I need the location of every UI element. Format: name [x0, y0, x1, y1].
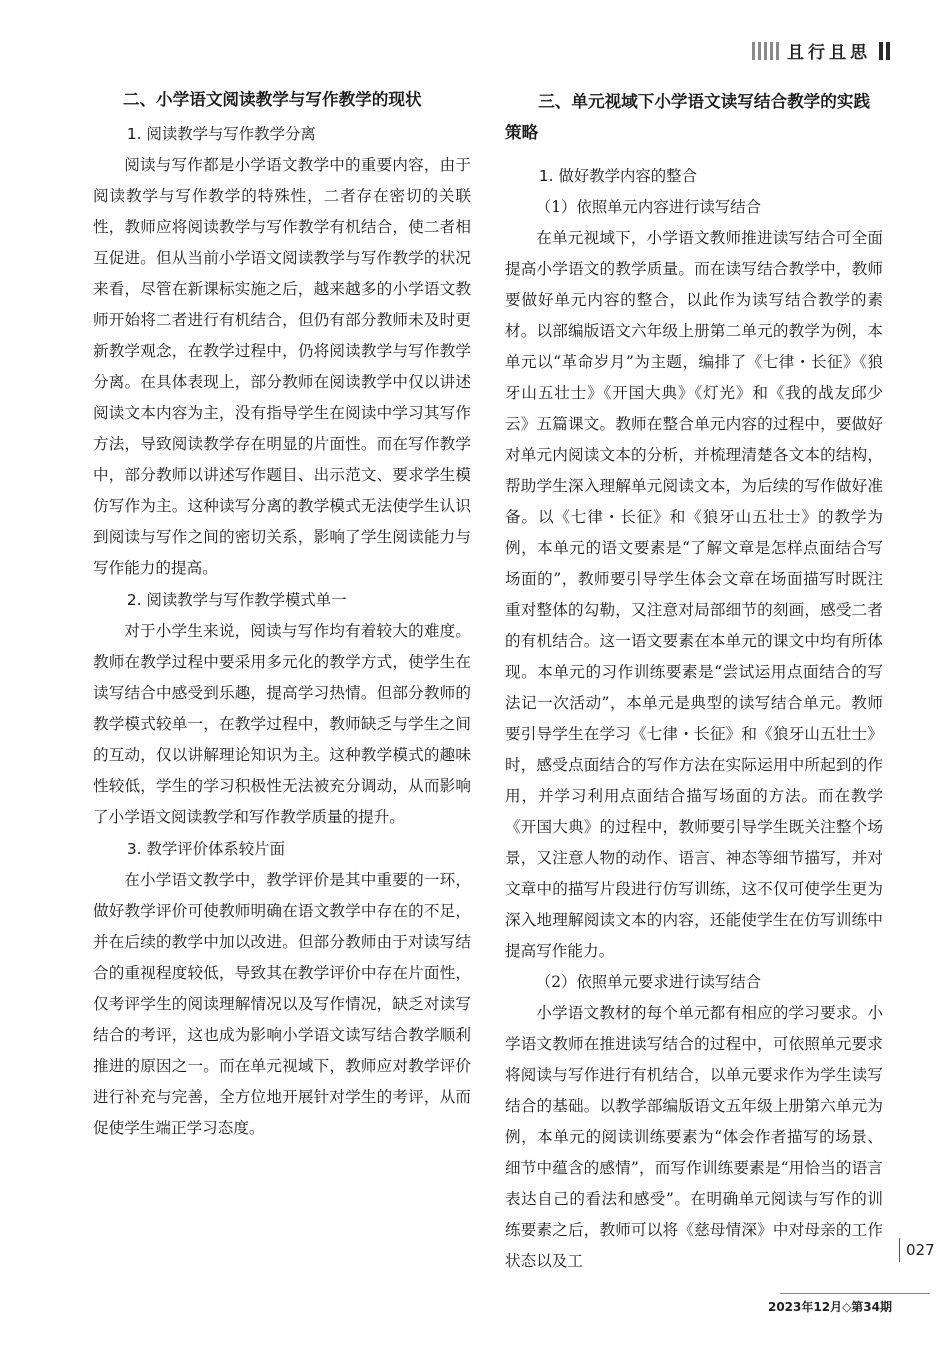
paragraph-3-1-1: 在单元视域下，小学语文教师推进读写结合可全面提高小学语文的教学质量。而在读写结合教学中，教师要做好单元内容的整合，以此作为读写结合教学的素材。以部编版语文六年级上册第二单元的教学为例，本单元以“革命岁月”为主题，编排了《七律・长征》《狼牙山五壮士》《开国大典》《灯光》和《我的战友邱少云》五篇课文。教师在整合单元内容的过程中，要做好对单元内阅读文本的分析，并梳理清楚各文本的结构，帮助学生深入理解单元阅读文本，为后续的写作做好准备。以《七律・长征》和《狼牙山五壮士》的教学为例，本单元的语文要素是“了解文章是怎样点面结合写场面的”，教师要引导学生体会文章在场面描写时既注重对整体的勾勒，又注意对局部细节的刻画，感受二者的有机结合。这一语文要素在本单元的课文中均有所体现。本单元的习作训练要素是“尝试运用点面结合的写法记一次活动”，本单元是典型的读写结合单元。教师要引导学生在学习《七律・长征》和《狼牙山五壮士》时，感受点面结合的写作方法在实际运用中所起到的作用，并学习利用点面结合描写场面的方法。而在教学《开国大典》的过程中，教师要引导学生既关注整个场景，又注意人物的动作、语言、神态等细节描写，并对文章中的描写片段进行仿写训练，这不仅可使学生更为深入地理解阅读文本的内容，还能使学生在仿写训练中提高写作能力。 — [505, 229, 883, 960]
header-bars-right — [879, 42, 890, 60]
subsection-title-3-1: 1. 做好教学内容的整合 — [538, 167, 697, 185]
paragraph-2-3: 在小学语文教学中，教学评价是其中重要的一环，做好教学评价可使教师明确在语文教学中存在的不足，并在后续的教学中加以改进。但部分教师由于对读写结合的重视程度较低，导致其在教学评价中存在片面性，仅考评学生的阅读理解情况以及写作情况，缺乏对读写结合的考评，这也成为影响小学语文读写结合教学顺利推进的原因之一。而在单元视域下，教师应对教学评价进行补充与完善，全方位地开展针对学生的考评，从而促使学生端正学习态度。 — [93, 871, 471, 1137]
header-title: 且行且思 — [787, 43, 871, 63]
subsection-title-2-1: 1. 阅读教学与写作教学分离 — [126, 125, 316, 143]
item-title-3-1-2: （2）依照单元要求进行读写结合 — [535, 973, 762, 991]
page-number: 027 — [899, 1238, 935, 1262]
paragraph-2-1: 阅读与写作都是小学语文教学中的重要内容，由于阅读教学与写作教学的特殊性，二者存在密切的关联性，教师应将阅读教学与写作教学有机结合，使二者相互促进。但从当前小学语文阅读教学与写作教学的状况来看，尽管在新课标实施之后，越来越多的小学语文教师开始将二者进行有机结合，但仍有部分教师未及时更新教学观念，在教学过程中，仍将阅读教学与写作教学分离。在具体表现上，部分教师在阅读教学中仅以讲述阅读文本内容为主，没有指导学生在阅读中学习其写作方法，导致阅读教学存在明显的片面性。而在写作教学中，部分教师以讲述写作题目、出示范文、要求学生模仿写作为主。这种读写分离的教学模式无法使学生认识到阅读与写作之间的密切关系，影响了学生阅读能力与写作能力的提高。 — [93, 156, 471, 577]
paragraph-2-2: 对于小学生来说，阅读与写作均有着较大的难度。教师在教学过程中要采用多元化的教学方式，使学生在读写结合中感受到乐趣，提高学习热情。但部分教师的教学模式较单一，在教学过程中，教师缺乏与学生之间的互动，仅以讲解理论知识为主。这种教学模式的趣味性较低，学生的学习积极性无法被充分调动，从而影响了小学语文阅读教学和写作教学质量的提升。 — [93, 622, 471, 826]
header-bars-left — [752, 42, 779, 60]
subsection-title-2-3: 3. 教学评价体系较片面 — [126, 840, 285, 858]
item-title-3-1-1: （1）依照单元内容进行读写结合 — [535, 198, 762, 216]
issue-label: 2023年12月◇第34期 — [767, 1300, 892, 1314]
paragraph-3-1-2: 小学语文教材的每个单元都有相应的学习要求。小学语文教师在推进读写结合的过程中，可依照单元要求将阅读与写作进行有机结合，以单元要求作为学生读写结合的基础。以教学部编版语文五年级上册第六单元为例，本单元的阅读训练要素为“体会作者描写的场景、细节中蕴含的感情”，而写作训练要素是“用恰当的语言表达自己的看法和感受”。在明确单元阅读与写作的训练要素之后，教师可以将《慈母情深》中对母亲的工作状态以及工 — [505, 1004, 883, 1270]
left-column — [93, 86, 471, 1144]
section-title-2: 二、小学语文阅读教学与写作教学的现状 — [122, 90, 422, 109]
section-title-3: 三、单元视域下小学语文读写结合教学的实践策略 — [505, 92, 871, 142]
right-column — [505, 86, 883, 1277]
subsection-title-2-2: 2. 阅读教学与写作教学模式单一 — [126, 591, 347, 609]
running-header — [752, 38, 890, 63]
footer-rule — [780, 1293, 930, 1294]
